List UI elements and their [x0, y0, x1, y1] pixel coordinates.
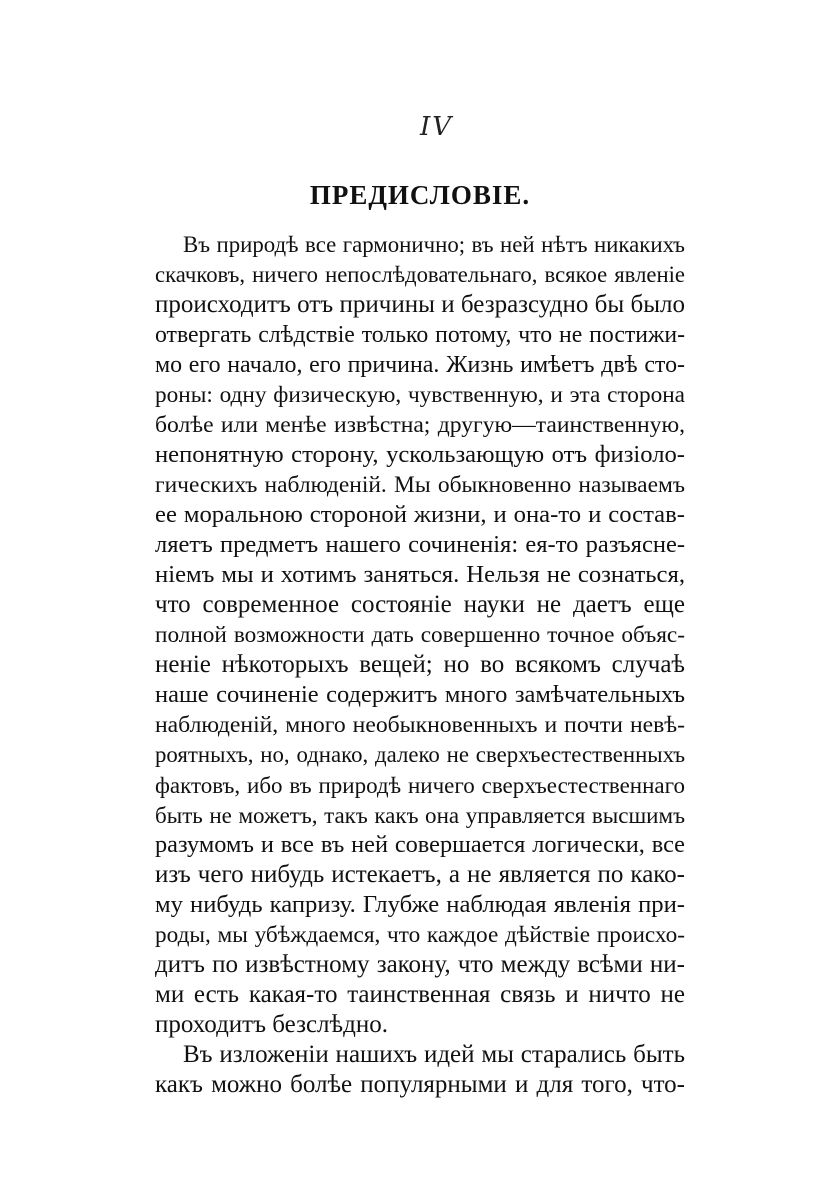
text-line: дитъ по извѣстному закону, что между всѣми ни-	[155, 951, 685, 978]
page-folio: IV	[420, 112, 454, 142]
text-line: Въ природѣ все гармонично; въ ней нѣтъ никакихъ	[183, 232, 685, 257]
text-line: роды, мы убѣждаемся, что каждое дѣйствіе происхо-	[155, 922, 685, 948]
text-line: неніе нѣкоторыхъ вещей; но во всякомъ случаѣ	[155, 651, 685, 678]
text-line: Въ изложеніи нашихъ идей мы старались быть	[183, 1041, 685, 1068]
text-line: полной возможности дать совершенно точное объяс-	[155, 622, 685, 648]
text-line: быть не можетъ, такъ какъ она управляется высшимъ	[155, 802, 685, 828]
text-line: болѣе или менѣе извѣстна; другую—таинственную,	[155, 412, 685, 438]
page-title: ПРЕДИСЛОВІЕ.	[309, 180, 531, 210]
text-line: мо его начало, его причина. Жизнь имѣетъ двѣ сто-	[155, 352, 685, 378]
text-line: изъ чего нибудь истекаетъ, а не является по како-	[155, 861, 685, 888]
text-line: роны: одну физическую, чувственную, и эта сторона	[155, 382, 685, 408]
text-line: наше сочиненіе содержитъ много замѣчательныхъ	[155, 681, 685, 708]
text-line: му нибудь капризу. Глубже наблюдая явленія при-	[155, 891, 685, 918]
body-text	[155, 230, 685, 1100]
text-line: разумомъ и все въ ней совершается логически, все	[155, 831, 685, 858]
text-line: роятныхъ, но, однако, далеко не сверхъестественныхъ	[155, 742, 685, 767]
text-line: ми есть какая-то таинственная связь и ничто не	[155, 981, 685, 1008]
text-line: фактовъ, ибо въ природѣ ничего сверхъестественнаго	[155, 772, 685, 798]
text-line: какъ можно болѣе популярными и для того, что-	[155, 1071, 685, 1098]
text-line: непонятную сторону, ускользающую отъ физіоло-	[155, 441, 685, 468]
text-line: ніемъ мы и хотимъ заняться. Нельзя не сознаться,	[155, 561, 685, 588]
text-line: происходитъ отъ причины и безразсудно бы было	[155, 291, 685, 318]
text-line: ляетъ предметъ нашего сочиненія: ея-то разъясне-	[155, 531, 685, 558]
text-line: наблюденій, много необыкновенныхъ и почти невѣ-	[155, 712, 685, 738]
text-line: ее моральною стороной жизни, и она-то и состав-	[155, 501, 685, 528]
text-line: гическихъ наблюденій. Мы обыкновенно называемъ	[155, 472, 685, 498]
text-line: что современное состояніе науки не даетъ еще	[155, 591, 685, 618]
text-line: отвергать слѣдствіе только потому, что не постижи-	[155, 322, 685, 348]
text-line: скачковъ, ничего непослѣдовательнаго, всякое явленіе	[155, 262, 685, 287]
text-line: проходитъ безслѣдно.	[155, 1011, 388, 1038]
